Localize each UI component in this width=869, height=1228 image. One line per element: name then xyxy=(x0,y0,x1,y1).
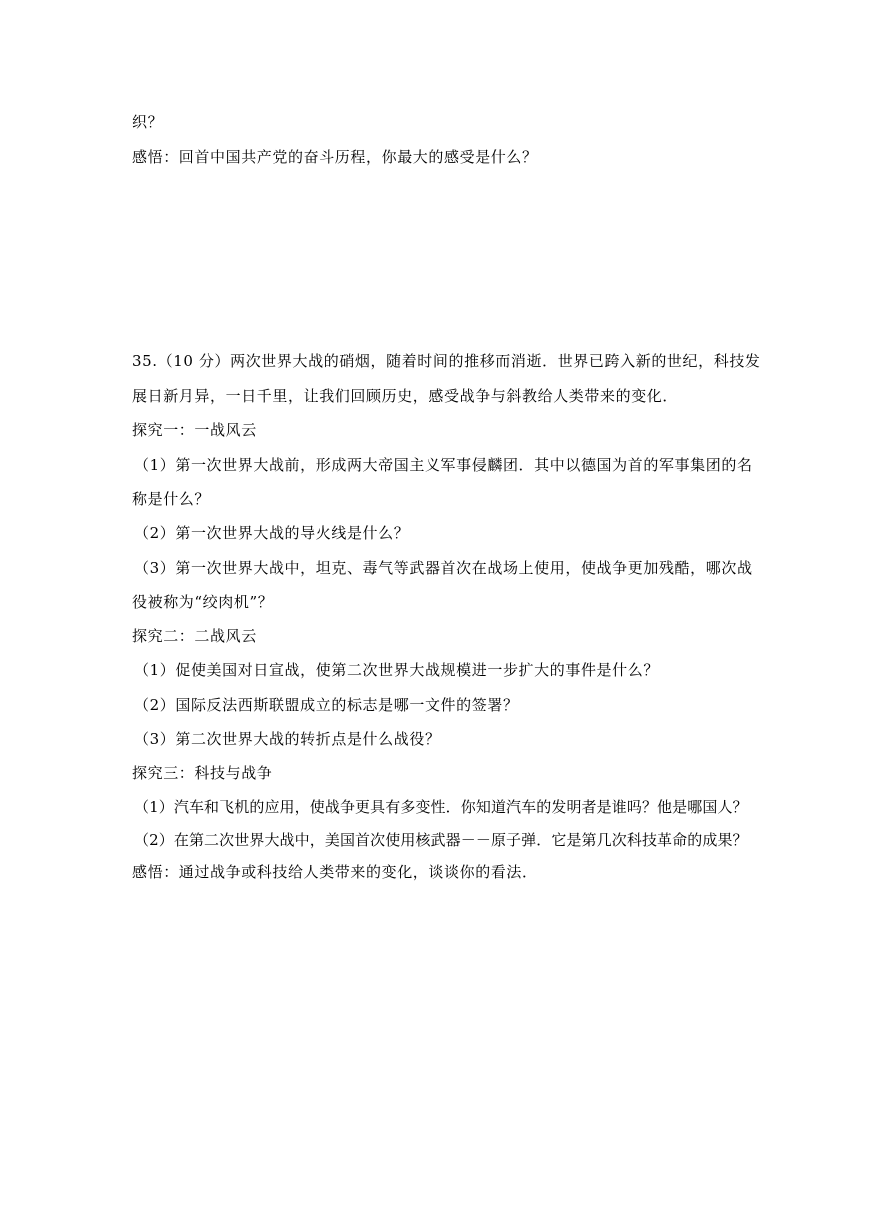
explore-2-question-1: （1）促使美国对日宣战，使第二次世界大战规模进一步扩大的事件是什么？ xyxy=(134,661,659,679)
explore-3-question-2: （2）在第二次世界大战中，美国首次使用核武器－－原子弹．它是第几次科技革命的成果？ xyxy=(134,831,748,849)
question-35-intro-line-1: 35.（10 分）两次世界大战的硝烟，随着时间的推移而消逝．世界已跨入新的世纪，科技发 xyxy=(132,352,761,370)
explore-1-question-3-line-2: 役被称为“绞肉机”？ xyxy=(132,593,274,611)
explore-1-question-3-line-1: （3）第一次世界大战中，坦克、毒气等武器首次在战场上使用，使战争更加残酷，哪次战 xyxy=(134,559,753,577)
prev-question-continuation: 织？ xyxy=(132,113,164,131)
explore-2-question-2: （2）国际反法西斯联盟成立的标志是哪一文件的签署？ xyxy=(134,696,519,714)
explore-2-question-3: （3）第二次世界大战的转折点是什么战役？ xyxy=(134,730,441,748)
explore-1-question-1-line-1: （1）第一次世界大战前，形成两大帝国主义军事侵麟团．其中以德国为首的军事集团的名 xyxy=(134,456,753,474)
explore-2-heading: 探究二：二战风云 xyxy=(132,627,257,645)
explore-3-question-1: （1）汽车和飞机的应用，使战争更具有多变性．你知道汽车的发明者是谁吗？他是哪国人？ xyxy=(134,798,748,816)
prev-reflection-prompt: 感悟：回首中国共产党的奋斗历程，你最大的感受是什么？ xyxy=(132,148,538,166)
question-35-reflection-prompt: 感悟：通过战争或科技给人类带来的变化，谈谈你的看法． xyxy=(132,863,538,881)
explore-1-question-1-line-2: 称是什么？ xyxy=(132,490,211,508)
explore-1-heading: 探究一：一战风云 xyxy=(132,421,257,439)
question-35-intro-line-2: 展日新月异，一日千里，让我们回顾历史，感受战争与斜教给人类带来的变化． xyxy=(132,387,679,405)
explore-1-question-2: （2）第一次世界大战的导火线是什么？ xyxy=(134,524,410,542)
explore-3-heading: 探究三：科技与战争 xyxy=(132,764,273,782)
answer-space xyxy=(132,180,732,340)
